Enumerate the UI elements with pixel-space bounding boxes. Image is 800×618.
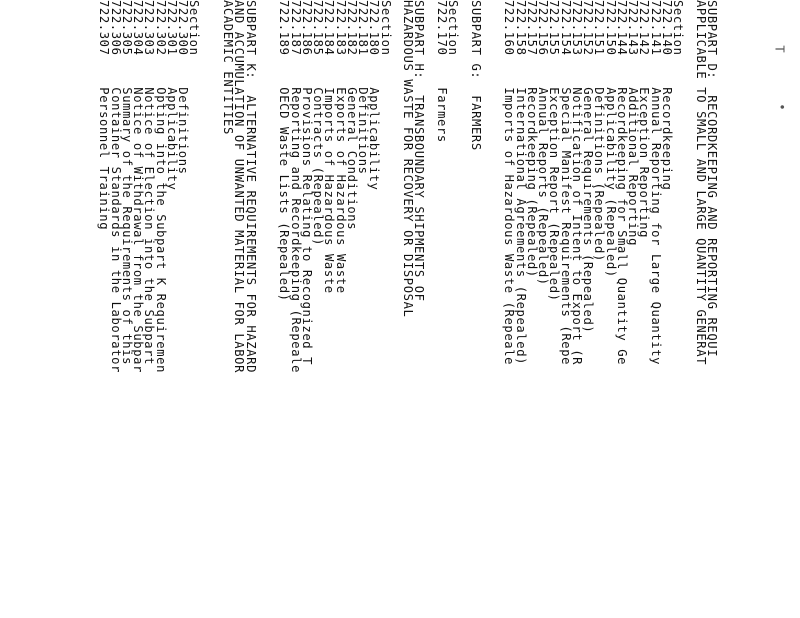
text-line: 722.160 Imports of Hazardous Waste (Repeale bbox=[502, 0, 517, 366]
text-line: HAZARDOUS WASTE FOR RECOVERY OR DISPOSAL bbox=[401, 0, 416, 318]
text-line: 722.157 Recordkeeping (Repealed) bbox=[525, 0, 539, 278]
text-line: 722.303 Notice of Election into the Subpart bbox=[142, 0, 157, 366]
corner-mark-top: T bbox=[772, 45, 787, 53]
text-line: 722.300 Definitions bbox=[176, 0, 191, 175]
text-line: Section bbox=[446, 0, 461, 56]
corner-mark-bottom: • bbox=[774, 103, 789, 111]
text-line: 722.142 Exception Reporting bbox=[637, 0, 652, 239]
text-line: SUBPART H: TRANSBOUNDARY SHIPMENTS OF bbox=[412, 0, 427, 302]
text-line: 722.306 Container Standards in the Laborator bbox=[108, 0, 123, 374]
text-line: SUBPART D: RECORDKEEPING AND REPORTING REQUI bbox=[705, 0, 719, 358]
text-line: AND ACCUMULATION OF UNWANTED MATERIAL FOR LABOR bbox=[232, 0, 247, 374]
text-line: 722.158 International Agreements (Repealed) bbox=[513, 0, 528, 366]
text-line: Section bbox=[378, 0, 393, 56]
text-line: 722.152 General Requirements (Repealed) bbox=[581, 0, 596, 334]
text-line: 722.302 Opting into the Subpart K Requiremen bbox=[153, 0, 168, 374]
text-line: 722.307 Personnel Training bbox=[97, 0, 112, 231]
text-line: 722.156 Annual Reports (Repealed) bbox=[536, 0, 551, 286]
text-line: 722.186 Provisions Relating to Recognized T bbox=[300, 0, 314, 366]
text-line: 722.184 Imports of Hazardous Waste bbox=[322, 0, 337, 294]
text-line: 722.144 Recordkeeping for Small Quantity Ge bbox=[615, 0, 629, 366]
text-line: 722.181 Definitions bbox=[356, 0, 371, 175]
text-line: 722.180 Applicability bbox=[367, 0, 382, 191]
text-line: 722.150 Applicability (Repealed) bbox=[603, 0, 618, 278]
text-line: 722.151 Definitions (Repealed) bbox=[592, 0, 607, 262]
text-line: 722.301 Applicability bbox=[165, 0, 179, 191]
text-line: ACADEMIC ENTITIES bbox=[221, 0, 236, 135]
text-line: 722.305 Summary of the Requirements of this bbox=[120, 0, 134, 366]
text-line: Section bbox=[671, 0, 686, 56]
text-line: 722.154 Special Manifest Requirements (Repe bbox=[558, 0, 573, 366]
text-line: 722.170 Farmers bbox=[435, 0, 449, 143]
text-line: SUBPART G: FARMERS bbox=[468, 0, 483, 151]
text-line: 722.182 General Conditions bbox=[345, 0, 359, 231]
text-line: SUBPART K: ALTERNATIVE REQUIREMENTS FOR HAZARD bbox=[243, 0, 258, 374]
text-line: 722.185 Contracts (Repealed) bbox=[311, 0, 326, 247]
text-line: 722.155 Exception Report (Repealed) bbox=[547, 0, 562, 302]
text-line: APPLICABLE TO SMALL AND LARGE QUANTITY GENERAT bbox=[693, 0, 708, 366]
text-line: 722.143 Additional Reporting bbox=[626, 0, 641, 247]
text-line: 722.183 Exports of Hazardous Waste bbox=[333, 0, 348, 294]
text-line: 722.153 Notification of Intent to Export (R bbox=[570, 0, 584, 366]
text-line: 722.187 Reporting and Recordkeeping (Repeale bbox=[288, 0, 303, 374]
text-line: Section bbox=[187, 0, 202, 56]
text-line: 722.140 Recordkeeping bbox=[660, 0, 674, 191]
text-line: 722.141 Annual Reporting for Large Quantity bbox=[648, 0, 663, 366]
text-line: 722.304 Notice of Withdrawal from the Subpar bbox=[131, 0, 146, 374]
text-line: 722.189 OECD Waste Lists (Repealed) bbox=[277, 0, 292, 302]
